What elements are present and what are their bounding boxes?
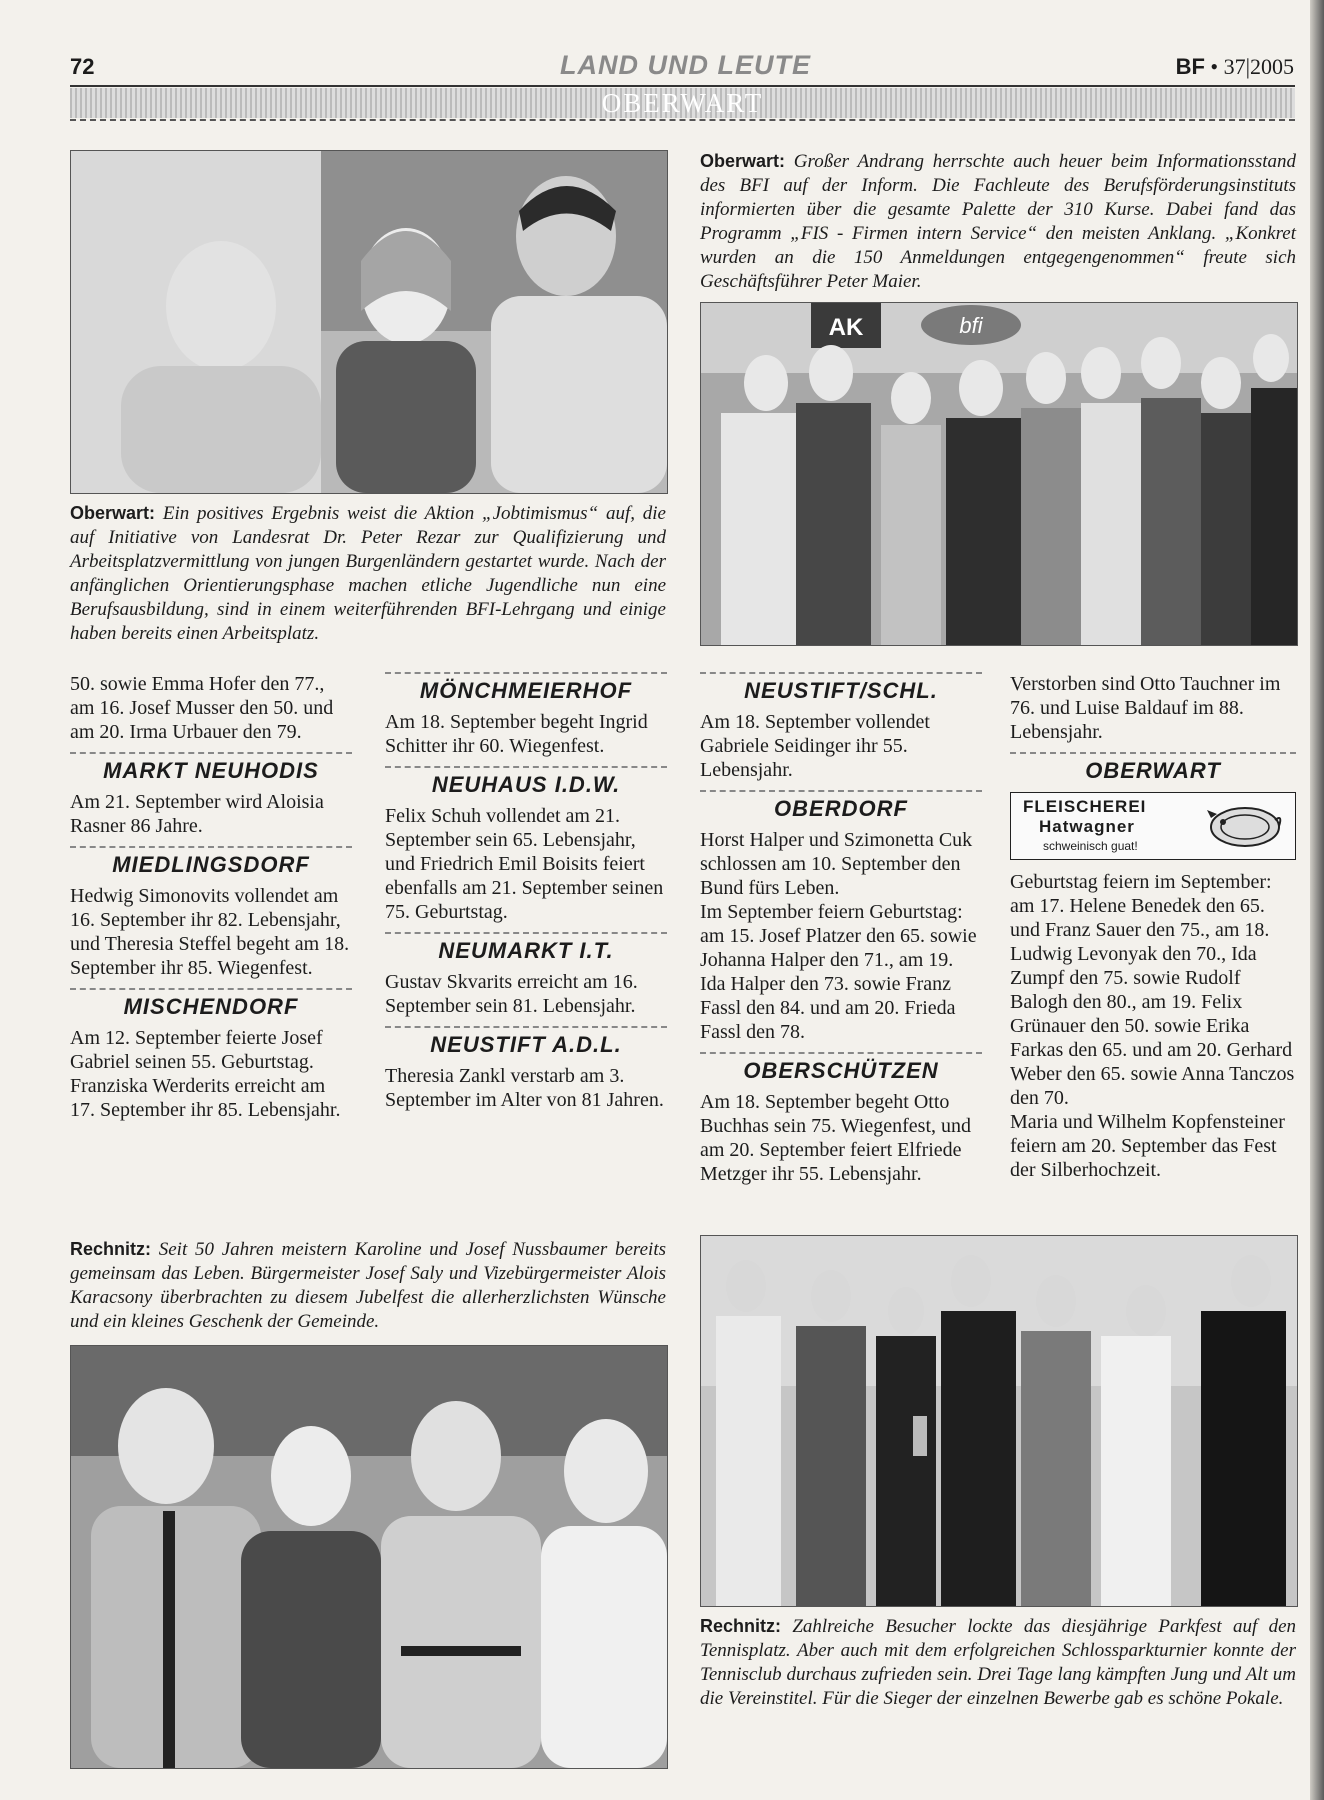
issue-separator: • xyxy=(1210,54,1219,79)
region-title: OBERWART xyxy=(601,88,764,118)
text-neumarkt: Gustav Skvarits erreicht am 16. September sein 81. Lebensjahr. xyxy=(385,971,638,1017)
advertisement-fleischerei xyxy=(1010,792,1296,860)
text-miedlingsdorf: Hedwig Simonovits vollendet am 16. September ihr 82. Lebensjahr, und Theresia Steffel begeht am 18. September ihr 85. Wiegenfest. xyxy=(70,885,350,979)
header-rule xyxy=(70,85,1295,87)
photo-jobtimismus xyxy=(70,150,668,494)
caption-place: Oberwart: xyxy=(700,151,786,171)
column-3 xyxy=(700,672,982,1186)
heading-neuhaus: NEUHAUS I.D.W. xyxy=(385,766,667,798)
caption-place: Oberwart: xyxy=(70,503,156,523)
caption-text: Großer Andrang herrschte auch heuer beim Informationsstand des BFI auf der Inform. Die Fachleute des Berufsförderungsinstituts informierten über die gesamte Palette der 310 Kurse. Dabei fand das Programm „FIS - Firmen intern Service“ den meisten Anklang. „Konkret wurden an die 150 Anmeldungen entgegengenommen“ freute sich Geschäftsführer Peter Maier. xyxy=(700,151,1296,292)
photo-jobtimismus-graphic xyxy=(71,151,667,493)
publication-name: BF xyxy=(1175,54,1205,79)
column-1-intro: 50. sowie Emma Hofer den 77., am 16. Josef Musser den 50. und am 20. Irma Urbauer den 79. xyxy=(70,673,334,743)
heading-markt-neuhodis: MARKT NEUHODIS xyxy=(70,752,352,784)
pig-logo-icon xyxy=(1205,800,1283,850)
heading-neustift-schl: NEUSTIFT/SCHL. xyxy=(700,672,982,704)
text-oberschuetzen: Am 18. September begeht Otto Buchhas sein 75. Wiegenfest, und am 20. September feiert Elfriede Metzger ihr 55. Lebensjahr. xyxy=(700,1091,971,1185)
heading-neumarkt: NEUMARKT I.T. xyxy=(385,932,667,964)
heading-neustift-adl: NEUSTIFT A.D.L. xyxy=(385,1026,667,1058)
photo-nussbaumer-graphic xyxy=(71,1346,667,1768)
photo-tennis xyxy=(700,1235,1298,1607)
heading-moenchmeierhof: MÖNCHMEIERHOF xyxy=(385,672,667,704)
text-neustift-adl: Theresia Zankl verstarb am 3. September im Alter von 81 Jahren. xyxy=(385,1065,664,1111)
text-mischendorf-2: Franziska Werderits erreicht am 17. September ihr 85. Lebensjahr. xyxy=(70,1075,341,1121)
page-binding-edge xyxy=(1310,0,1324,1800)
text-mischendorf: Am 12. September feierte Josef Gabriel seinen 55. Geburtstag. xyxy=(70,1027,323,1073)
heading-mischendorf: MISCHENDORF xyxy=(70,988,352,1020)
page-number: 72 xyxy=(70,54,95,79)
caption-text: Zahlreiche Besucher lockte das diesjährige Parkfest auf den Tennisplatz. Aber auch mit dem erfolgreichen Schlossparkturnier konnte der Tennisclub durchaus zufrieden sein. Drei Tage lang kämpften Jung und Alt um die Vereinstitel. Für die Sieger der einzelnen Bewerbe gab es schöne Pokale. xyxy=(700,1616,1297,1709)
caption-place: Rechnitz: xyxy=(70,1239,151,1259)
ad-line-2: Hatwagner xyxy=(1039,817,1135,836)
caption-bfi xyxy=(700,150,1296,294)
photo-tennis-graphic xyxy=(701,1236,1297,1606)
column-4-intro: Verstorben sind Otto Tauchner im 76. und Luise Baldauf im 88. Lebensjahr. xyxy=(1010,673,1281,743)
text-moenchmeierhof: Am 18. September begeht Ingrid Schitter ihr 60. Wiegenfest. xyxy=(385,711,648,757)
region-band xyxy=(70,88,1295,118)
caption-place: Rechnitz: xyxy=(700,1616,781,1636)
caption-text: Seit 50 Jahren meistern Karoline und Josef Nussbaumer bereits gemeinsam das Leben. Bürgermeister Josef Saly und Vizebürgermeister Alois Karacsony überbrachten zu diesem Jubelfest die allerherzlichsten Wünsche und ein kleines Geschenk der Gemeinde. xyxy=(70,1239,666,1332)
column-4 xyxy=(1010,672,1296,1182)
text-oberdorf: Horst Halper und Szimonetta Cuk schlossen am 10. September den Bund fürs Leben. xyxy=(700,829,973,899)
text-oberwart-2: Maria und Wilhelm Kopfensteiner feiern am 20. September das Fest der Silberhochzeit. xyxy=(1010,1111,1285,1181)
photo-nussbaumer xyxy=(70,1345,668,1769)
caption-nussbaumer xyxy=(70,1238,666,1334)
text-neustift-schl: Am 18. September vollendet Gabriele Seidinger ihr 55. Lebensjahr. xyxy=(700,711,930,781)
header-dashed-rule xyxy=(70,119,1295,121)
ad-slogan: schweinisch guat! xyxy=(1043,839,1138,853)
caption-tennis xyxy=(700,1615,1296,1711)
heading-oberschuetzen: OBERSCHÜTZEN xyxy=(700,1052,982,1084)
text-oberdorf-2: Im September feiern Geburtstag: am 15. Josef Platzer den 65. sowie Johanna Halper den 71., am 19. Ida Halper den 73. sowie Franz Fassl den 84. und am 20. Frieda Fassl den 78. xyxy=(700,901,977,1043)
caption-text: Ein positives Ergebnis weist die Aktion „Jobtimismus“ auf, die auf Initiative von Landesrat Dr. Peter Rezar zur Qualifizierung und Arbeitsplatzvermittlung von jungen Burgenländern gestartet wurde. Nach der anfänglichen Orientierungsphase machen etliche Jugendliche nun eine Berufsausbildung, sind in einem weiterführenden BFI-Lehrgang und einige haben bereits einen Arbeitsplatz. xyxy=(70,503,666,644)
text-oberwart: Geburtstag feiern im September: am 17. Helene Benedek den 65. und Franz Sauer den 75., am 18. Ludwig Levonyak den 70., Ida Zumpf den 75. sowie Rudolf Balogh den 80., am 19. Felix Grünauer den 50. sowie Erika Farkas den 65. und am 20. Gerhard Weber den 65. sowie Anna Tanczos den 70. xyxy=(1010,871,1295,1109)
heading-miedlingsdorf: MIEDLINGSDORF xyxy=(70,846,352,878)
column-1 xyxy=(70,672,352,1122)
photo-bfi-stand-graphic xyxy=(701,303,1297,645)
ak-sign-text: AK xyxy=(828,314,864,341)
issue-number: 37|2005 xyxy=(1223,54,1294,79)
photo-bfi-stand xyxy=(700,302,1298,646)
heading-oberdorf: OBERDORF xyxy=(700,790,982,822)
bfi-sign-text: bfi xyxy=(959,313,983,338)
section-title: LAND UND LEUTE xyxy=(560,50,811,80)
heading-oberwart: OBERWART xyxy=(1010,752,1296,784)
column-2 xyxy=(385,672,667,1112)
text-markt-neuhodis: Am 21. September wird Aloisia Rasner 86 Jahre. xyxy=(70,791,324,837)
ad-line-1: FLEISCHEREI xyxy=(1023,797,1147,816)
caption-jobtimismus xyxy=(70,502,666,646)
text-neuhaus: Felix Schuh vollendet am 21. September sein 65. Lebensjahr, und Friedrich Emil Boisits feiert ebenfalls am 21. September seinen 75. Geburtstag. xyxy=(385,805,664,923)
issue-info xyxy=(1176,54,1294,80)
